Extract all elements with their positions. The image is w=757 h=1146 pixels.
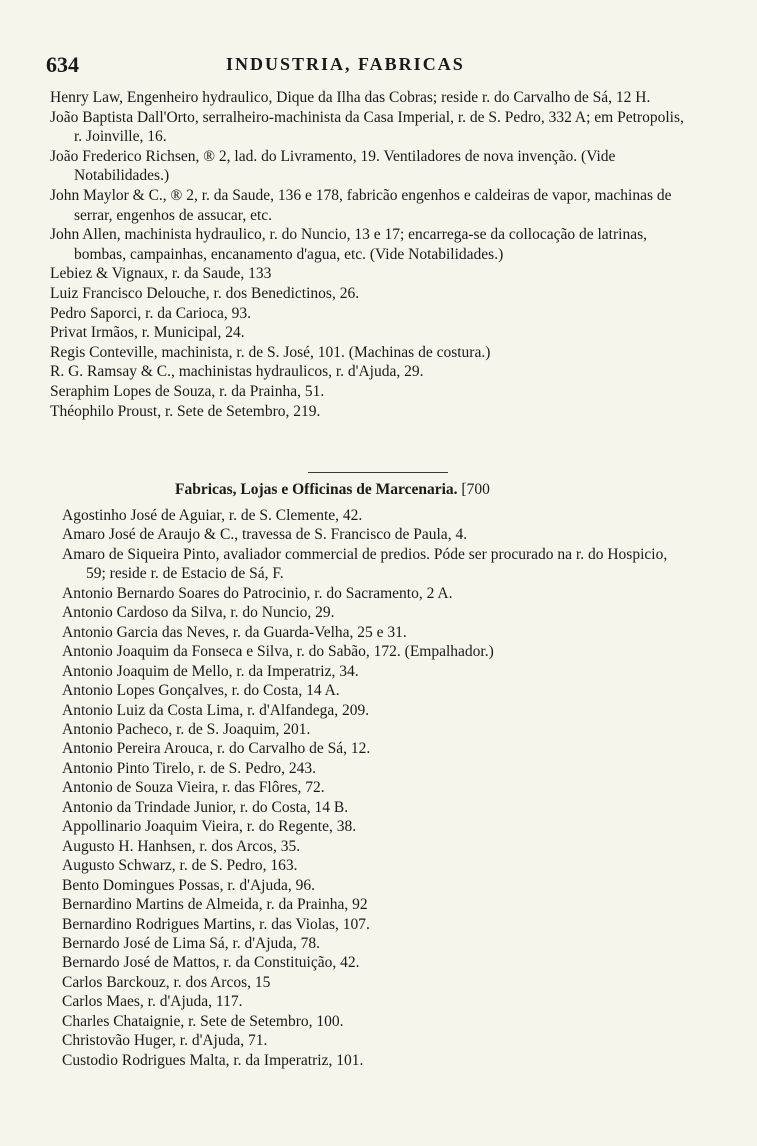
directory-entry: João Frederico Richsen, ® 2, lad. do Livramento, 19. Ventiladores de nova invenção. (Vide Notabilidades.) — [50, 147, 616, 185]
directory-entry: Henry Law, Engenheiro hydraulico, Dique da Ilha das Cobras; reside r. do Carvalho de Sá, 12 H. — [50, 89, 651, 106]
directory-entry: Carlos Barckouz, r. dos Arcos, 15 — [62, 973, 271, 991]
directory-entry: Bento Domingues Possas, r. d'Ajuda, 96. — [62, 876, 315, 894]
directory-entry: John Allen, machinista hydraulico, r. do Nuncio, 13 e 17; encarrega-se da collocação de latrinas, bombas, campainhas, encanamento d'agua, etc. (Vide Notabilidades.) — [50, 226, 647, 263]
directory-entry: Bernardino Martins de Almeida, r. da Prainha, 92 — [62, 896, 368, 914]
directory-entry: Antonio Lopes Gonçalves, r. do Costa, 14 A. — [62, 682, 340, 700]
directory-entry: Antonio Pacheco, r. de S. Joaquim, 201. — [62, 720, 311, 738]
directory-entry: Charles Chataignie, r. Sete de Setembro, 100. — [62, 1012, 344, 1030]
directory-entry: Carlos Maes, r. d'Ajuda, 117. — [62, 993, 243, 1011]
directory-entry: Antonio Garcia das Neves, r. da Guarda-Velha, 25 e 31. — [62, 623, 407, 641]
directory-entry: Antonio Joaquim da Fonseca e Silva, r. do Sabão, 172. (Empalhador.) — [62, 643, 494, 661]
directory-entry: Antonio Cardoso da Silva, r. do Nuncio, 29. — [62, 604, 335, 622]
directory-entry: Seraphim Lopes de Souza, r. da Prainha, 51. — [50, 382, 325, 400]
section-heading — [175, 481, 490, 499]
directory-entry: Agostinho José de Aguiar, r. de S. Clemente, 42. — [62, 507, 363, 524]
directory-entry: Bernardo José de Lima Sá, r. d'Ajuda, 78. — [62, 934, 321, 952]
directory-entry: Regis Conteville, machinista, r. de S. José, 101. (Machinas de costura.) — [50, 343, 491, 361]
directory-entry: R. G. Ramsay & C., machinistas hydraulicos, r. d'Ajuda, 29. — [50, 363, 424, 381]
directory-entry: Bernardino Rodrigues Martins, r. das Violas, 107. — [62, 915, 370, 933]
directory-entry: John Maylor & C., ® 2, r. da Saude, 136 e 178, fabricão engenhos e caldeiras de vapor, machinas de serrar, engenhos de assucar, etc. — [50, 186, 672, 224]
section-reference: [700 — [461, 481, 490, 498]
directory-entry: Amaro José de Araujo & C., travessa de S. Francisco de Paula, 4. — [62, 526, 468, 544]
directory-entry: Bernardo José de Mattos, r. da Constituição, 42. — [62, 954, 360, 972]
section-divider — [308, 472, 448, 473]
directory-entry: Lebiez & Vignaux, r. da Saude, 133 — [50, 265, 272, 283]
directory-entry: Antonio de Souza Vieira, r. das Flôres, 72. — [62, 779, 325, 797]
directory-entry: Antonio Bernardo Soares do Patrocinio, r. do Sacramento, 2 A. — [62, 584, 453, 602]
page-number: 634 — [46, 52, 79, 77]
directory-entry: Christovão Huger, r. d'Ajuda, 71. — [62, 1032, 268, 1050]
directory-entry: Théophilo Proust, r. Sete de Setembro, 219. — [50, 402, 321, 420]
directory-entry: Antonio Joaquim de Mello, r. da Imperatriz, 34. — [62, 662, 359, 680]
page-header — [46, 52, 686, 78]
directory-entry: Luiz Francisco Delouche, r. dos Benedictinos, 26. — [50, 284, 360, 302]
directory-entry: Privat Irmãos, r. Municipal, 24. — [50, 324, 245, 342]
running-title: INDUSTRIA, FABRICAS — [226, 54, 465, 74]
directory-entry: João Baptista Dall'Orto, serralheiro-machinista da Casa Imperial, r. de S. Pedro, 332 A; em Petropolis, r. Joinville, 16. — [50, 108, 684, 146]
section-title: Fabricas, Lojas e Officinas de Marcenaria. — [175, 481, 458, 498]
directory-entry: Custodio Rodrigues Malta, r. da Imperatriz, 101. — [62, 1051, 364, 1069]
directory-entry: Antonio da Trindade Junior, r. do Costa, 14 B. — [62, 798, 349, 816]
directory-entry: Amaro de Siqueira Pinto, avaliador commercial de predios. Póde ser procurado na r. do Hospicio, 59; reside r. de Estacio de Sá, F. — [62, 545, 668, 583]
directory-entry: Augusto H. Hanhsen, r. dos Arcos, 35. — [62, 837, 301, 855]
directory-entry: Augusto Schwarz, r. de S. Pedro, 163. — [62, 857, 298, 875]
directory-entry: Appollinario Joaquim Vieira, r. do Regente, 38. — [62, 818, 357, 836]
entries-section — [62, 506, 690, 1070]
entries-top — [50, 88, 690, 421]
directory-entry: Antonio Pinto Tirelo, r. de S. Pedro, 243. — [62, 759, 317, 777]
directory-entry: Pedro Saporci, r. da Carioca, 93. — [50, 304, 252, 322]
directory-entry: Antonio Pereira Arouca, r. do Carvalho de Sá, 12. — [62, 740, 371, 758]
directory-entry: Antonio Luiz da Costa Lima, r. d'Alfandega, 209. — [62, 701, 370, 719]
